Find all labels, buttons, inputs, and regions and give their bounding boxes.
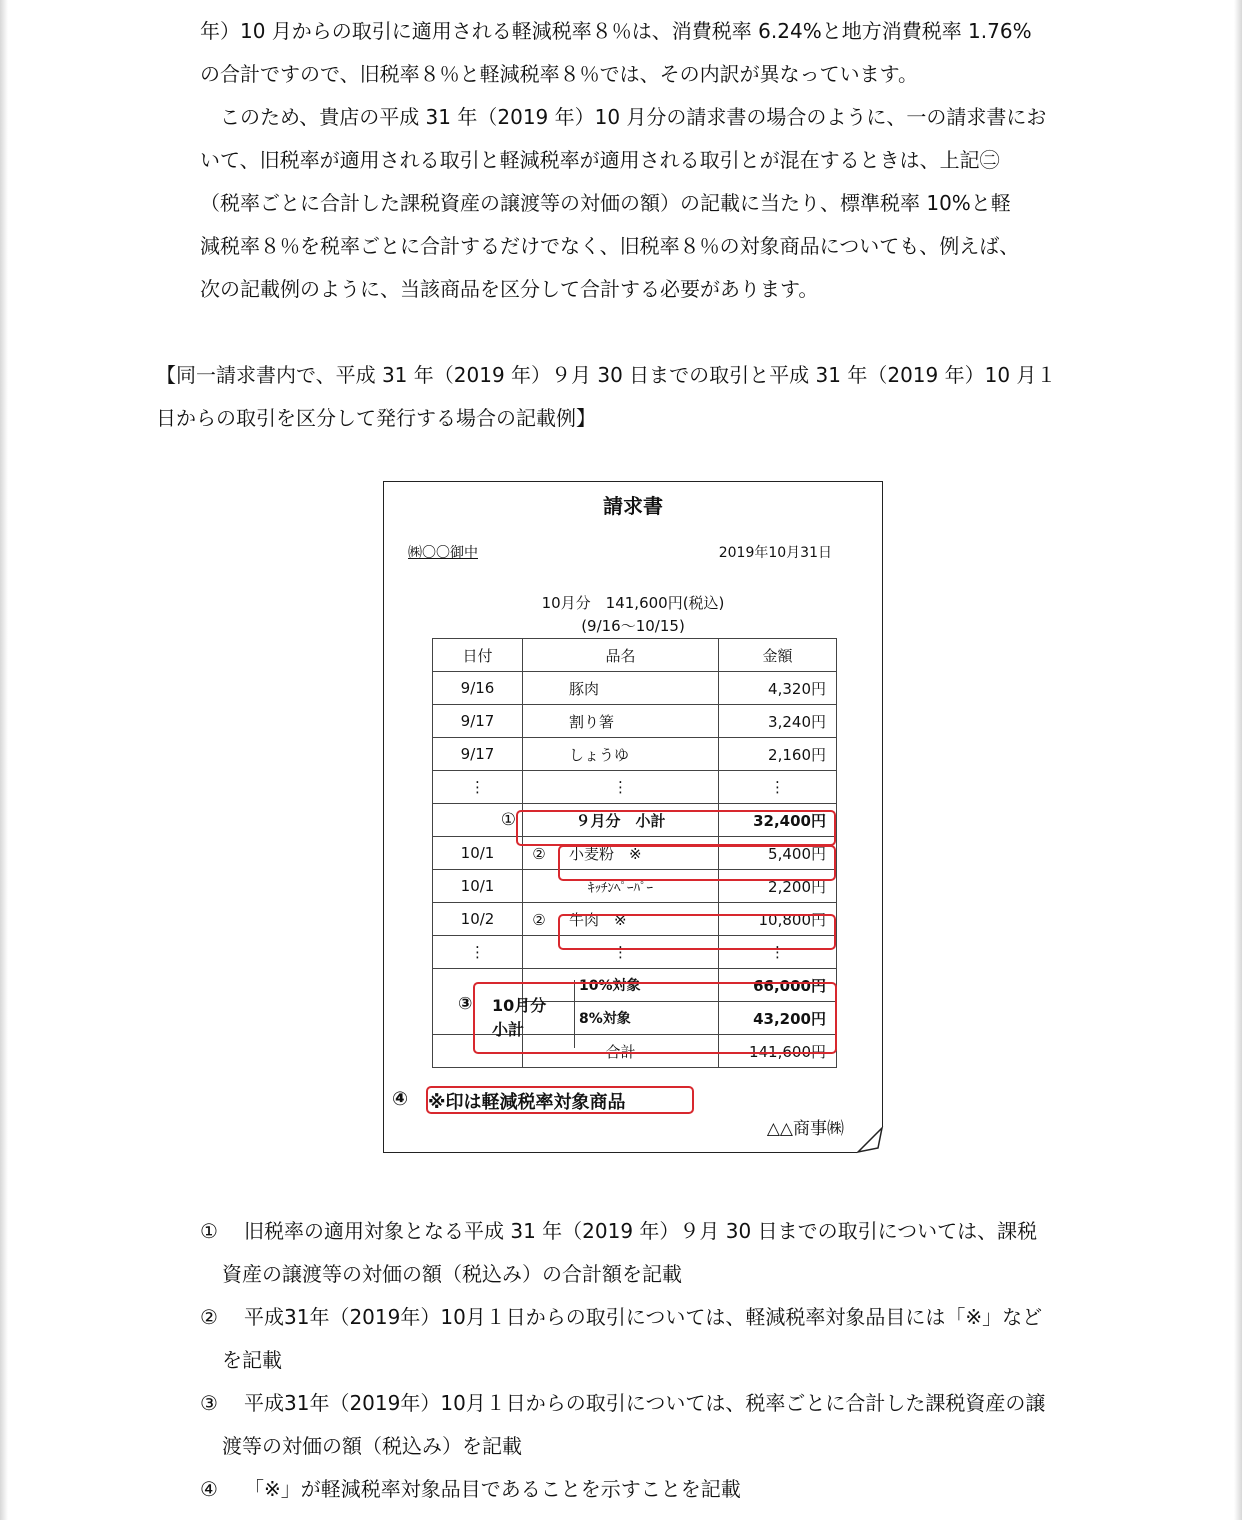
rate10-amount: 66,000円 <box>719 969 837 1002</box>
invoice-period: (9/16～10/15) <box>581 617 685 635</box>
row-amount: 3,240円 <box>719 705 837 738</box>
row-date: 10/2 <box>433 903 523 936</box>
reduced-rate-note: ※印は軽減税率対象商品 <box>428 1092 626 1113</box>
row-date: 9/17 <box>433 705 523 738</box>
highlight-wheat-flour <box>558 845 836 881</box>
row-date: 9/16 <box>433 672 523 705</box>
intro-line: （税率ごとに合計した課税資産の譲渡等の対価の額）の記載に当たり、標準税率 10%と軽 <box>200 191 1011 215</box>
marker-1-text: ① <box>500 810 516 830</box>
footnote-line: 平成31年（2019年）10月１日からの取引については、軽減税率対象品目には「※」など <box>244 1305 1043 1329</box>
october-subtotal-label-2: 小計 <box>492 1020 525 1039</box>
footnote-number: ① <box>200 1219 218 1243</box>
header-item: 品名 <box>523 639 719 672</box>
footnote-line: 資産の譲渡等の対価の額（税込み）の合計額を記載 <box>222 1262 682 1286</box>
page-fold-icon <box>856 1126 884 1154</box>
rate8-label: 8%対象 <box>523 1002 719 1035</box>
invoice-total-amount: 10月分 141,600円(税込) <box>541 594 725 612</box>
row-date: 10/1 <box>433 870 523 903</box>
row-amount: 5,400円 <box>719 837 837 870</box>
footnote-2 <box>200 1296 1118 1382</box>
intro-line: の合計ですので、旧税率８％と軽減税率８％では、その内訳が異なっています。 <box>200 62 918 86</box>
table-row <box>433 738 837 771</box>
row-item: 豚肉 <box>523 672 719 705</box>
footnote-number: ③ <box>200 1391 218 1415</box>
october-subtotal-label-1: 10月分 <box>492 996 547 1015</box>
intro-line: 次の記載例のように、当該商品を区分して合計する必要があります。 <box>200 277 819 301</box>
header-date: 日付 <box>433 639 523 672</box>
total-label: 合計 <box>523 1035 719 1068</box>
footnote-1 <box>200 1210 1118 1296</box>
table-row <box>433 672 837 705</box>
ellipsis: ⋮ <box>719 936 837 969</box>
highlight-beef <box>558 914 836 950</box>
row-item-text: 牛肉 ※ <box>569 910 627 929</box>
footnote-line: 平成31年（2019年）10月１日からの取引については、税率ごとに合計した課税資産の譲 <box>244 1391 1046 1415</box>
row-item: しょうゆ <box>523 738 719 771</box>
row-amount: 10,800円 <box>719 903 837 936</box>
page-edge-left <box>0 0 8 1520</box>
rate8-amount: 43,200円 <box>719 1002 837 1035</box>
heading-line: 日からの取引を区分して発行する場合の記載例】 <box>156 406 596 430</box>
row-date: 10/1 <box>433 837 523 870</box>
intro-line: このため、貴店の平成 31 年（2019 年）10 月分の請求書の場合のように、一の請求書にお <box>200 105 1047 129</box>
intro-line: 減税率８％を税率ごとに合計するだけでなく、旧税率８％の対象商品についても、例えば、 <box>200 234 1020 258</box>
footnotes <box>200 1210 1118 1511</box>
invoice-issuer: △△商事㈱ <box>766 1119 844 1139</box>
marker-2: ② <box>532 910 546 929</box>
row-item: ｷｯﾁﾝﾍﾟｰﾊﾟｰ <box>523 870 719 903</box>
footnote-line: 「※」が軽減税率対象品目であることを示すことを記載 <box>244 1477 741 1501</box>
september-subtotal-amount: 32,400円 <box>719 804 837 837</box>
ellipsis: ⋮ <box>719 771 837 804</box>
rate10-label: 10%対象 <box>523 969 719 1002</box>
invoice-date: 2019年10月31日 <box>718 545 832 561</box>
marker-3: ③ <box>458 994 473 1014</box>
example-heading <box>156 354 1116 440</box>
highlight-october-subtotal <box>473 982 837 1054</box>
row-item: 割り箸 <box>523 705 719 738</box>
marker-4: ④ <box>392 1088 409 1110</box>
row-item-text: 小麦粉 ※ <box>569 844 642 863</box>
ellipsis: ⋮ <box>433 771 523 804</box>
ellipsis: ⋮ <box>523 771 719 804</box>
marker-2: ② <box>532 844 546 863</box>
invoice-title: 請求書 <box>603 494 663 518</box>
page-edge-right <box>1234 0 1242 1520</box>
intro-paragraph <box>200 10 1118 311</box>
header-amount: 金額 <box>719 639 837 672</box>
intro-line: いて、旧税率が適用される取引と軽減税率が適用される取引とが混在するときは、上記㊁ <box>200 148 1000 172</box>
footnote-number: ② <box>200 1305 218 1329</box>
row-amount: 2,160円 <box>719 738 837 771</box>
highlight-september-subtotal <box>516 810 836 846</box>
row-amount: 2,200円 <box>719 870 837 903</box>
total-amount: 141,600円 <box>719 1035 837 1068</box>
row-amount: 4,320円 <box>719 672 837 705</box>
ellipsis: ⋮ <box>523 936 719 969</box>
invoice-example <box>383 481 883 1153</box>
footnote-line: 旧税率の適用対象となる平成 31 年（2019 年）９月 30 日までの取引については、課税 <box>244 1219 1038 1243</box>
invoice-recipient: ㈱〇〇御中 <box>408 545 478 561</box>
marker-1 <box>433 804 523 837</box>
row-date: 9/17 <box>433 738 523 771</box>
heading-line: 【同一請求書内で、平成 31 年（2019 年）９月 30 日までの取引と平成 31 年（2019 年）10 月１ <box>156 363 1057 387</box>
footnote-3 <box>200 1382 1118 1468</box>
ellipsis: ⋮ <box>433 936 523 969</box>
footnote-4 <box>200 1468 1118 1511</box>
september-subtotal-label: ９月分 小計 <box>523 804 719 837</box>
footnote-number: ④ <box>200 1477 218 1501</box>
table-row-ellipsis <box>433 771 837 804</box>
intro-line: 年）10 月からの取引に適用される軽減税率８％は、消費税率 6.24%と地方消費税率 1.76% <box>200 19 1032 43</box>
footnote-line: 渡等の対価の額（税込み）を記載 <box>222 1434 522 1458</box>
footnote-line: を記載 <box>222 1348 282 1372</box>
table-header-row <box>433 639 837 672</box>
table-row <box>433 705 837 738</box>
